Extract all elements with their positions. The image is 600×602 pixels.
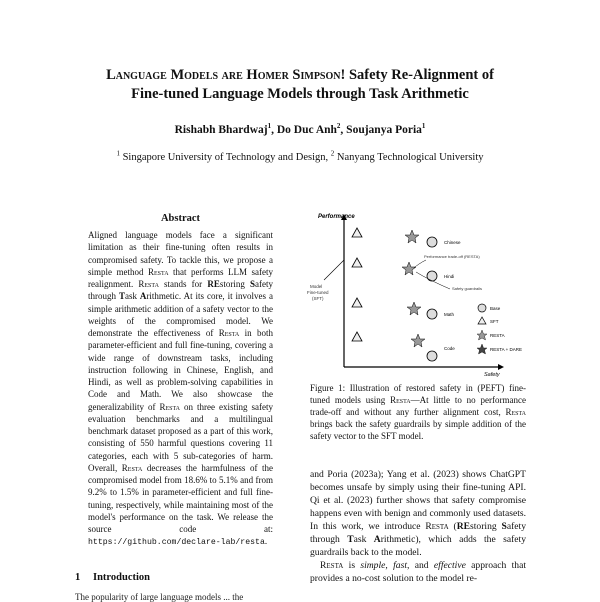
abstract-text: afety through: [88, 279, 273, 302]
legend-base-icon: [478, 304, 486, 312]
title-part2: Safety Re-Alignment of: [345, 67, 494, 83]
body-text: rithmetic), which adds the safety guardrails back to the model.: [310, 534, 527, 558]
abstract-body: [88, 229, 273, 550]
annotation-guardrails: Safety guardrails: [452, 286, 483, 291]
figure-1: [304, 210, 540, 380]
author-1-sup: 1: [267, 122, 272, 131]
body-text: (: [448, 521, 457, 532]
figure-illustration: [304, 210, 540, 380]
intro-first-line: The popularity of large language models ... the: [75, 592, 244, 602]
resta-name: Resta: [138, 279, 159, 289]
author-list: Rishabh Bhardwaj$^1$, Do Duc Anh$^2$, Soujanya Poria$^1$: [174, 122, 426, 136]
emphasis: effective: [433, 560, 466, 571]
acronym-letter: S: [249, 279, 255, 289]
caption-text: Figure 1: Illustration of restored safety in (PEFT) fine-tuned models using: [310, 383, 526, 405]
right-column-text: [310, 468, 526, 585]
caption-text: —At little to no performance trade-off and without any further alignment cost,: [310, 395, 527, 417]
sft-triangle: [352, 228, 362, 237]
abstract-text: that performs LLM safety realignment.: [88, 266, 273, 289]
acronym-letter: T: [347, 534, 354, 545]
emphasis: fast: [393, 560, 408, 571]
acronym-letter: A: [373, 534, 381, 545]
emphasis: simple: [360, 560, 386, 571]
abstract-heading: Abstract: [160, 213, 201, 224]
acronym-letter: RE: [456, 521, 471, 532]
section-heading: [75, 572, 150, 583]
acronym-letter: S: [501, 521, 507, 532]
body-text: ,: [385, 560, 394, 571]
body-text: ask: [353, 534, 374, 545]
body-text: storing: [470, 521, 502, 532]
resta-star: [405, 230, 419, 243]
base-circle: [427, 309, 437, 319]
figure-caption: [310, 382, 526, 442]
acronym-letter: T: [118, 291, 125, 302]
abstract-text: decreases the harmfulness of the compromised model from 18.6% to 5.1% and from 9.2% to 1.5% in parameter-efficient and full fine-tuning, respectively, while maintaining most of the model's performance on the task. We release the source code at:: [88, 462, 273, 534]
abstract-text: storing: [219, 279, 250, 289]
source-code-link[interactable]: https://github.com/declare-lab/resta: [88, 538, 265, 548]
base-circle: [427, 237, 437, 247]
resta-name: Resta: [320, 560, 344, 571]
body-text: is: [343, 560, 361, 571]
sft-triangle: [352, 258, 362, 267]
resta-name: Resta: [148, 266, 169, 277]
resta-star: [402, 262, 416, 275]
resta-name: Resta: [505, 407, 526, 417]
sft-triangle: [352, 298, 362, 307]
resta-name: Resta: [218, 328, 240, 338]
title-part1: Language Models are Homer Simpson!: [106, 67, 346, 83]
body-text: and Poria (2023a); Yang et al. (2023) shows ChatGPT becomes unsafe by simply using their fine-tuning API. Qi et al. (2023) further shows that safety compromise happens even with benign and commonly used datasets. In this work, we introduce: [310, 469, 526, 532]
y-axis-label: Performance: [318, 214, 355, 220]
sft-pointer: [324, 260, 344, 280]
abstract-text: .: [264, 536, 268, 547]
affil-1: Singapore University of Technology and Design,: [119, 152, 331, 163]
resta-star: [411, 334, 425, 347]
legend-resta: RESTA: [490, 333, 505, 338]
legend-resta-dare: RESTA + DARE: [490, 347, 523, 352]
author-2-sup: 2: [336, 122, 341, 131]
affil-2-sup: 2: [330, 149, 335, 158]
acronym-letter: RE: [207, 279, 220, 289]
body-text: afety through: [310, 521, 526, 545]
abstract-text: in both parameter-efficient and full fine-tuning, covering a wide range of downstream tasks, including instruction following in Chinese, English, and Hindi, as well as problem-solving capabilities in Code and Math. We also showcase the generalizability of: [88, 328, 273, 412]
x-axis-label: Safety: [484, 372, 500, 378]
author-3: Soujanya Poria: [346, 124, 422, 136]
affiliations: [30, 149, 570, 163]
abstract-text: ask: [124, 291, 140, 302]
paper-title: [40, 66, 560, 104]
legend-sft-icon: [478, 317, 486, 324]
title-line2: Fine-tuned Language Models through Task Arithmetic: [131, 86, 469, 102]
resta-star: [407, 302, 421, 315]
section-title: Introduction: [93, 572, 150, 583]
acronym-letter: A: [139, 291, 147, 302]
abstract-text: stands for: [158, 279, 208, 289]
abstract-text: Aligned language models face a significant limitation as their fine-tuning often results in compromised safety. To tackle this, we propose a simple method: [88, 230, 273, 277]
affil-1-sup: 1: [116, 149, 120, 158]
task-label-math: Math: [444, 312, 455, 317]
section-number: 1: [75, 572, 81, 583]
fine-tuned-label: Model Fine-tuned (SFT): [307, 284, 329, 301]
abstract-text: on three existing safety evaluation benchmarks and a multilingual benchmark dataset proposed as a part of this work, consisting of 550 harmful questions covering 11 categories, each with 5 sub-categories of harm. Overall,: [88, 401, 273, 473]
legend-resta-icon: [477, 330, 487, 340]
base-circle: [427, 271, 437, 281]
resta-name: Resta: [121, 462, 143, 473]
resta-name: Resta: [390, 395, 411, 405]
legend-resta-dare-icon: [477, 344, 487, 354]
body-text: approach that provides a no-cost solution to the model re-: [310, 560, 527, 584]
resta-name: Resta: [159, 401, 181, 412]
task-label-hindi: Hindi: [444, 274, 455, 279]
task-label-code: Code: [444, 346, 455, 351]
resta-name: Resta: [425, 521, 449, 532]
x-axis-arrow: [498, 364, 504, 370]
caption-text: brings back the safety guardrails by simple addition of the safety vector to the SFT model.: [310, 419, 526, 441]
legend-sft: SFT: [490, 319, 499, 324]
abstract-text: rithmetic. At its core, it involves a simple arithmetic addition of a safety vector to the weights of the compromised model. We demonstrate the effectiveness of: [88, 291, 273, 338]
author-3-sup: 1: [421, 122, 426, 131]
affil-2: Nanyang Technological University: [334, 152, 484, 163]
task-label-chinese: Chinese: [444, 240, 461, 245]
sft-triangle: [352, 332, 362, 341]
author-2: Do Duc Anh: [276, 124, 337, 136]
legend-base: Base: [490, 306, 501, 311]
author-1: Rishabh Bhardwaj: [174, 124, 268, 136]
annotation-tradeoff: Performance trade-off (RESTA): [424, 254, 480, 259]
base-circle: [427, 351, 437, 361]
body-text: , and: [407, 560, 434, 571]
